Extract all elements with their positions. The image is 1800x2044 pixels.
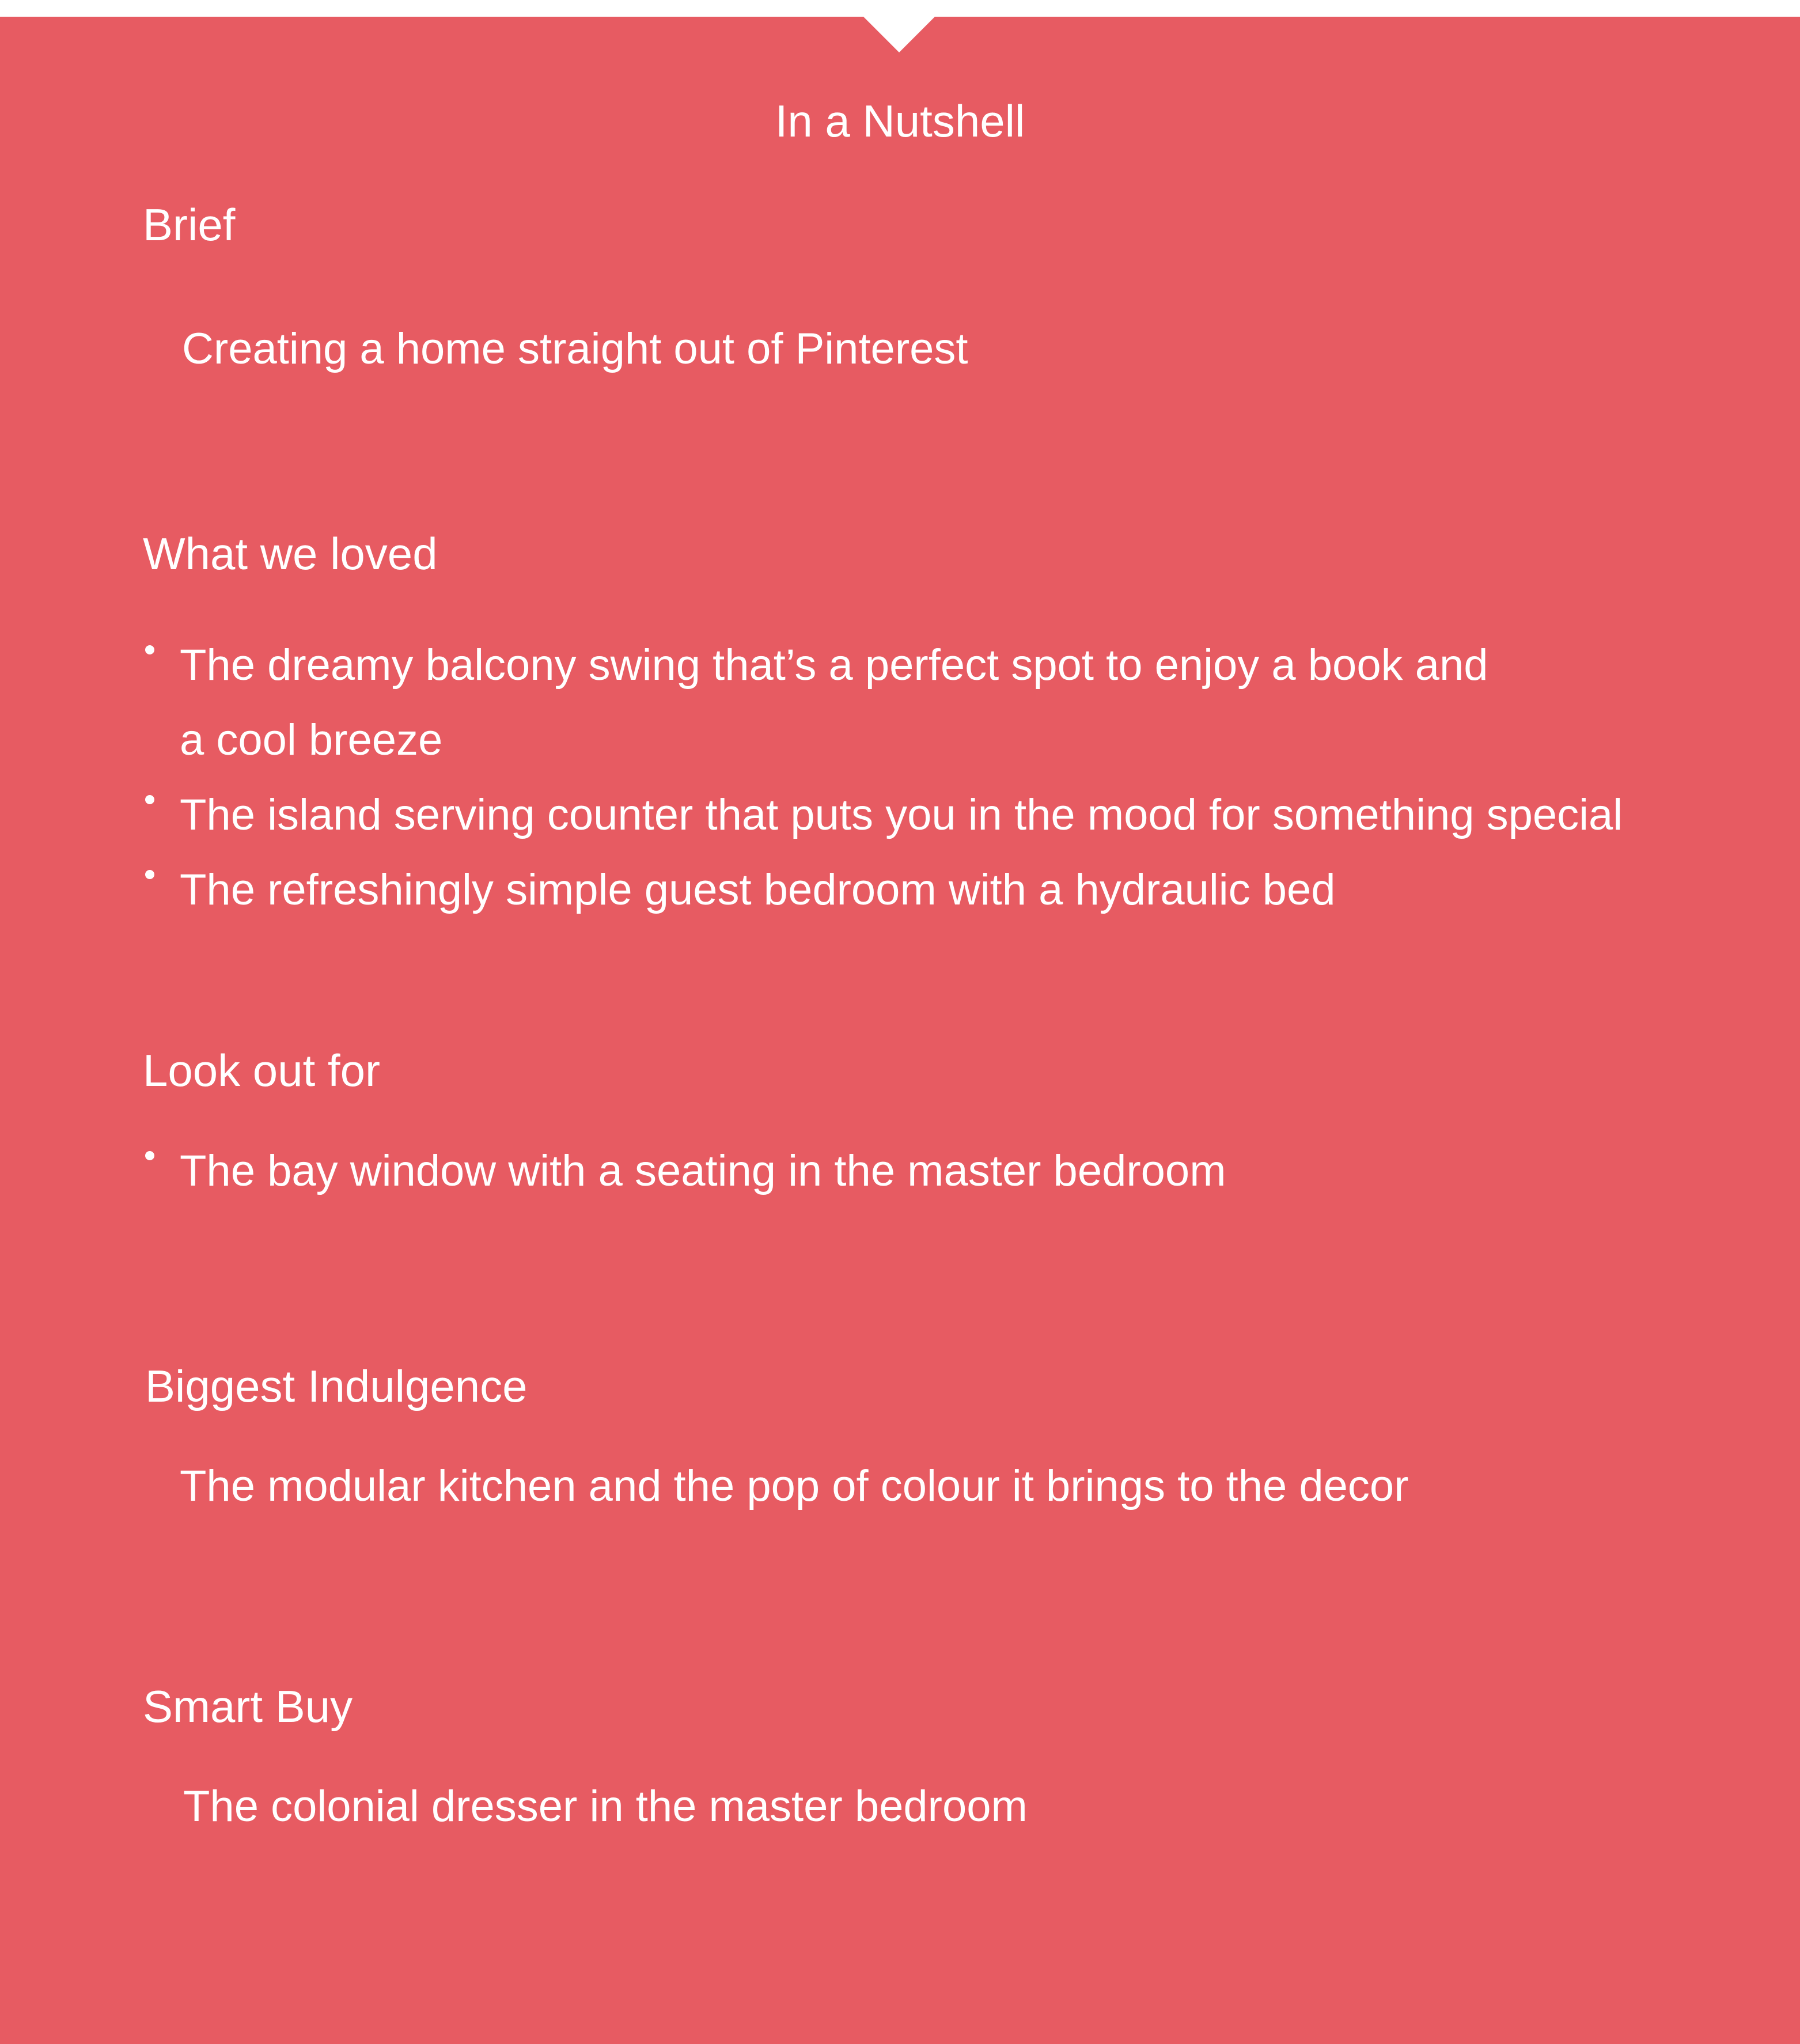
list-item [143, 853, 1623, 928]
brief-text: Creating a home straight out of Pinterest [182, 324, 968, 373]
bullet-icon [145, 1151, 154, 1160]
pointer-notch [863, 17, 935, 52]
indulgence-heading: Biggest Indulgence [145, 1361, 528, 1411]
smartbuy-text: The colonial dresser in the master bedroom [183, 1782, 1028, 1831]
smartbuy-heading: Smart Buy [143, 1681, 353, 1732]
bullet-icon [145, 795, 154, 804]
bullet-icon [145, 645, 154, 654]
lookout-list [143, 1134, 1226, 1209]
loved-item-3: The refreshingly simple guest bedroom with a hydraulic bed [180, 865, 1336, 914]
bullet-icon [145, 870, 154, 879]
loved-heading: What we loved [143, 528, 438, 579]
indulgence-text: The modular kitchen and the pop of colour it brings to the decor [180, 1462, 1409, 1511]
list-item [143, 778, 1623, 853]
lookout-heading: Look out for [143, 1045, 380, 1096]
page-title: In a Nutshell [775, 96, 1025, 146]
brief-heading: Brief [143, 199, 236, 250]
list-item [143, 628, 1623, 778]
list-item [143, 1134, 1226, 1209]
loved-item-1-line2: a cool breeze [180, 716, 443, 764]
loved-list [143, 628, 1623, 928]
loved-item-1-line1: The dreamy balcony swing that’s a perfect spot to enjoy a book and [180, 641, 1488, 690]
loved-item-2: The island serving counter that puts you in the mood for something special [180, 790, 1623, 839]
lookout-item-1: The bay window with a seating in the master bedroom [180, 1146, 1226, 1195]
